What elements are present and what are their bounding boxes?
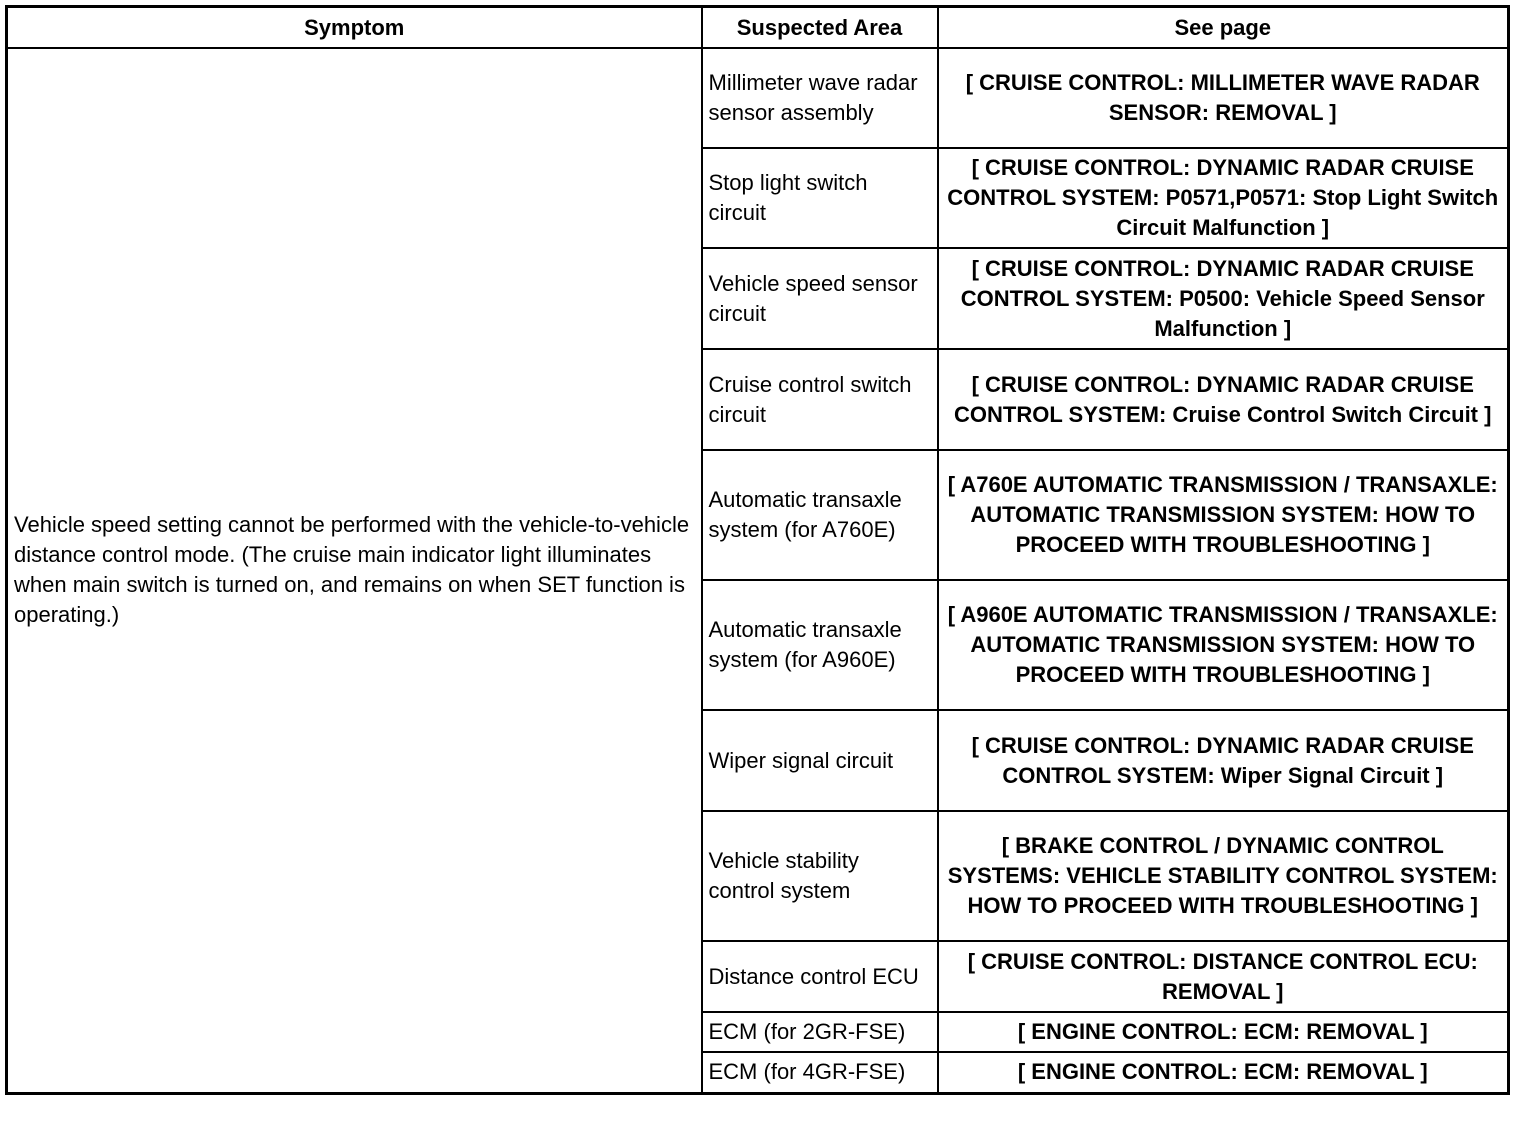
see-page-link[interactable]: [ CRUISE CONTROL: MILLIMETER WAVE RADAR SENSOR: REMOVAL ] bbox=[938, 48, 1509, 148]
suspected-area-cell: Stop light switch circuit bbox=[702, 148, 938, 248]
suspected-area-cell: Automatic transaxle system (for A760E) bbox=[702, 450, 938, 580]
suspected-area-cell: ECM (for 2GR-FSE) bbox=[702, 1012, 938, 1052]
suspected-area-cell: Millimeter wave radar sensor assembly bbox=[702, 48, 938, 148]
troubleshooting-table bbox=[5, 5, 1510, 1095]
see-page-link[interactable]: [ ENGINE CONTROL: ECM: REMOVAL ] bbox=[938, 1052, 1509, 1093]
see-page-link[interactable]: [ CRUISE CONTROL: DISTANCE CONTROL ECU: REMOVAL ] bbox=[938, 941, 1509, 1012]
suspected-area-cell: Wiper signal circuit bbox=[702, 710, 938, 811]
header-row bbox=[7, 7, 1509, 49]
see-page-link[interactable]: [ ENGINE CONTROL: ECM: REMOVAL ] bbox=[938, 1012, 1509, 1052]
see-page-link[interactable]: [ CRUISE CONTROL: DYNAMIC RADAR CRUISE CONTROL SYSTEM: P0500: Vehicle Speed Sensor Malfunction ] bbox=[938, 248, 1509, 349]
header-suspected-area: Suspected Area bbox=[702, 7, 938, 49]
symptom-cell: Vehicle speed setting cannot be performed with the vehicle-to-vehicle distance control mode. (The cruise main indicator light illuminates when main switch is turned on, and remains on when SET function is operating.) bbox=[7, 48, 702, 1093]
see-page-link[interactable]: [ CRUISE CONTROL: DYNAMIC RADAR CRUISE CONTROL SYSTEM: P0571,P0571: Stop Light Switch Circuit Malfunction ] bbox=[938, 148, 1509, 248]
table-row bbox=[7, 48, 1509, 148]
suspected-area-cell: Automatic transaxle system (for A960E) bbox=[702, 580, 938, 710]
see-page-link[interactable]: [ A960E AUTOMATIC TRANSMISSION / TRANSAXLE: AUTOMATIC TRANSMISSION SYSTEM: HOW TO PROCEED WITH TROUBLESHOOTING ] bbox=[938, 580, 1509, 710]
see-page-link[interactable]: [ CRUISE CONTROL: DYNAMIC RADAR CRUISE CONTROL SYSTEM: Wiper Signal Circuit ] bbox=[938, 710, 1509, 811]
suspected-area-cell: Cruise control switch circuit bbox=[702, 349, 938, 450]
suspected-area-cell: Vehicle stability control system bbox=[702, 811, 938, 941]
suspected-area-cell: Distance control ECU bbox=[702, 941, 938, 1012]
see-page-link[interactable]: [ BRAKE CONTROL / DYNAMIC CONTROL SYSTEMS: VEHICLE STABILITY CONTROL SYSTEM: HOW TO PROCEED WITH TROUBLESHOOTING ] bbox=[938, 811, 1509, 941]
see-page-link[interactable]: [ CRUISE CONTROL: DYNAMIC RADAR CRUISE CONTROL SYSTEM: Cruise Control Switch Circuit ] bbox=[938, 349, 1509, 450]
header-symptom: Symptom bbox=[7, 7, 702, 49]
see-page-link[interactable]: [ A760E AUTOMATIC TRANSMISSION / TRANSAXLE: AUTOMATIC TRANSMISSION SYSTEM: HOW TO PROCEED WITH TROUBLESHOOTING ] bbox=[938, 450, 1509, 580]
header-see-page: See page bbox=[938, 7, 1509, 49]
suspected-area-cell: ECM (for 4GR-FSE) bbox=[702, 1052, 938, 1093]
suspected-area-cell: Vehicle speed sensor circuit bbox=[702, 248, 938, 349]
